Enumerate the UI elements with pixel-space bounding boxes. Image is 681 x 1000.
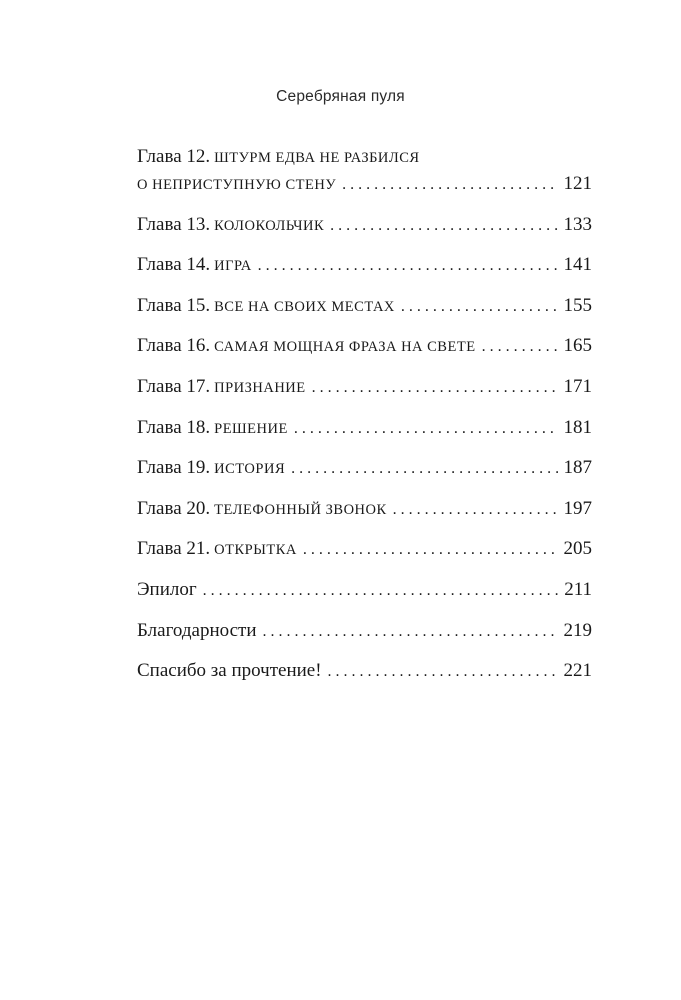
chapter-title: ВСЕ НА СВОИХ МЕСТАХ [214,298,395,315]
chapter-prefix: Глава 12. [137,146,211,167]
chapter-title: КОЛОКОЛЬЧИК [214,217,325,234]
toc-entry-line [137,171,592,198]
dot-leader [291,456,557,482]
page-number: 187 [563,457,592,479]
page-number: 205 [563,538,592,560]
section-title: Благодарности [137,619,257,641]
chapter-prefix: Глава 18. [137,416,211,438]
dot-leader [393,497,558,523]
toc-entry-chapter-12[interactable] [137,144,592,198]
chapter-title: ПРИЗНАНИЕ [214,379,306,396]
page-number: 219 [563,619,592,641]
page-number: 181 [563,416,592,438]
dot-leader [342,172,557,198]
chapter-title-continued: О НЕПРИСТУПНУЮ СТЕНУ [137,177,337,193]
chapter-prefix: Глава 21. [137,538,211,560]
toc-entry-chapter-14[interactable] [137,252,592,279]
toc-entry-chapter-18[interactable] [137,415,592,442]
toc-entry-chapter-21[interactable] [137,536,592,563]
dot-leader [303,537,558,563]
chapter-prefix: Глава 19. [137,457,211,479]
chapter-title: ИСТОРИЯ [214,461,286,478]
page-number: 221 [563,660,592,682]
section-title: Спасибо за прочтение! [137,660,322,682]
page-number: 133 [563,213,592,235]
page-number: 171 [563,375,592,397]
chapter-prefix: Глава 13. [137,213,211,235]
dot-leader [312,375,558,401]
running-title: Серебряная пуля [276,88,405,105]
section-title: Эпилог [137,578,197,600]
chapter-title: ТЕЛЕФОННЫЙ ЗВОНОК [214,501,387,518]
chapter-title: ИГРА [214,258,252,275]
dot-leader [482,334,558,360]
page-number: 121 [563,173,592,194]
page-number: 165 [563,335,592,357]
chapter-title: САМАЯ МОЩНАЯ ФРАЗА НА СВЕТЕ [214,339,476,356]
dot-leader [401,294,558,320]
chapter-prefix: Глава 17. [137,375,211,397]
table-of-contents [137,144,592,699]
dot-leader [294,416,558,442]
toc-entry-chapter-17[interactable] [137,374,592,401]
dot-leader [258,253,558,279]
dot-leader [330,213,557,239]
toc-entry-chapter-20[interactable] [137,496,592,523]
chapter-title: ШТУРМ ЕДВА НЕ РАЗБИЛСЯ [214,150,420,166]
dot-leader [328,659,558,685]
dot-leader [203,578,559,604]
chapter-prefix: Глава 16. [137,335,211,357]
toc-entry-epilogue[interactable] [137,577,592,604]
page-number: 197 [563,497,592,519]
page-number: 141 [563,254,592,276]
toc-entry-acknowledgements[interactable] [137,618,592,645]
chapter-title: ОТКРЫТКА [214,542,297,559]
page-number: 211 [564,578,592,600]
chapter-prefix: Глава 20. [137,497,211,519]
toc-entry-thanks-for-reading[interactable] [137,658,592,685]
chapter-prefix: Глава 14. [137,254,211,276]
chapter-prefix: Глава 15. [137,294,211,316]
dot-leader [263,619,558,645]
page-number: 155 [563,294,592,316]
toc-entry-chapter-16[interactable] [137,333,592,360]
chapter-title: РЕШЕНИЕ [214,420,288,437]
toc-entry-chapter-15[interactable] [137,293,592,320]
toc-entry-chapter-19[interactable] [137,455,592,482]
toc-entry-chapter-13[interactable] [137,212,592,239]
toc-entry-line [137,144,592,171]
